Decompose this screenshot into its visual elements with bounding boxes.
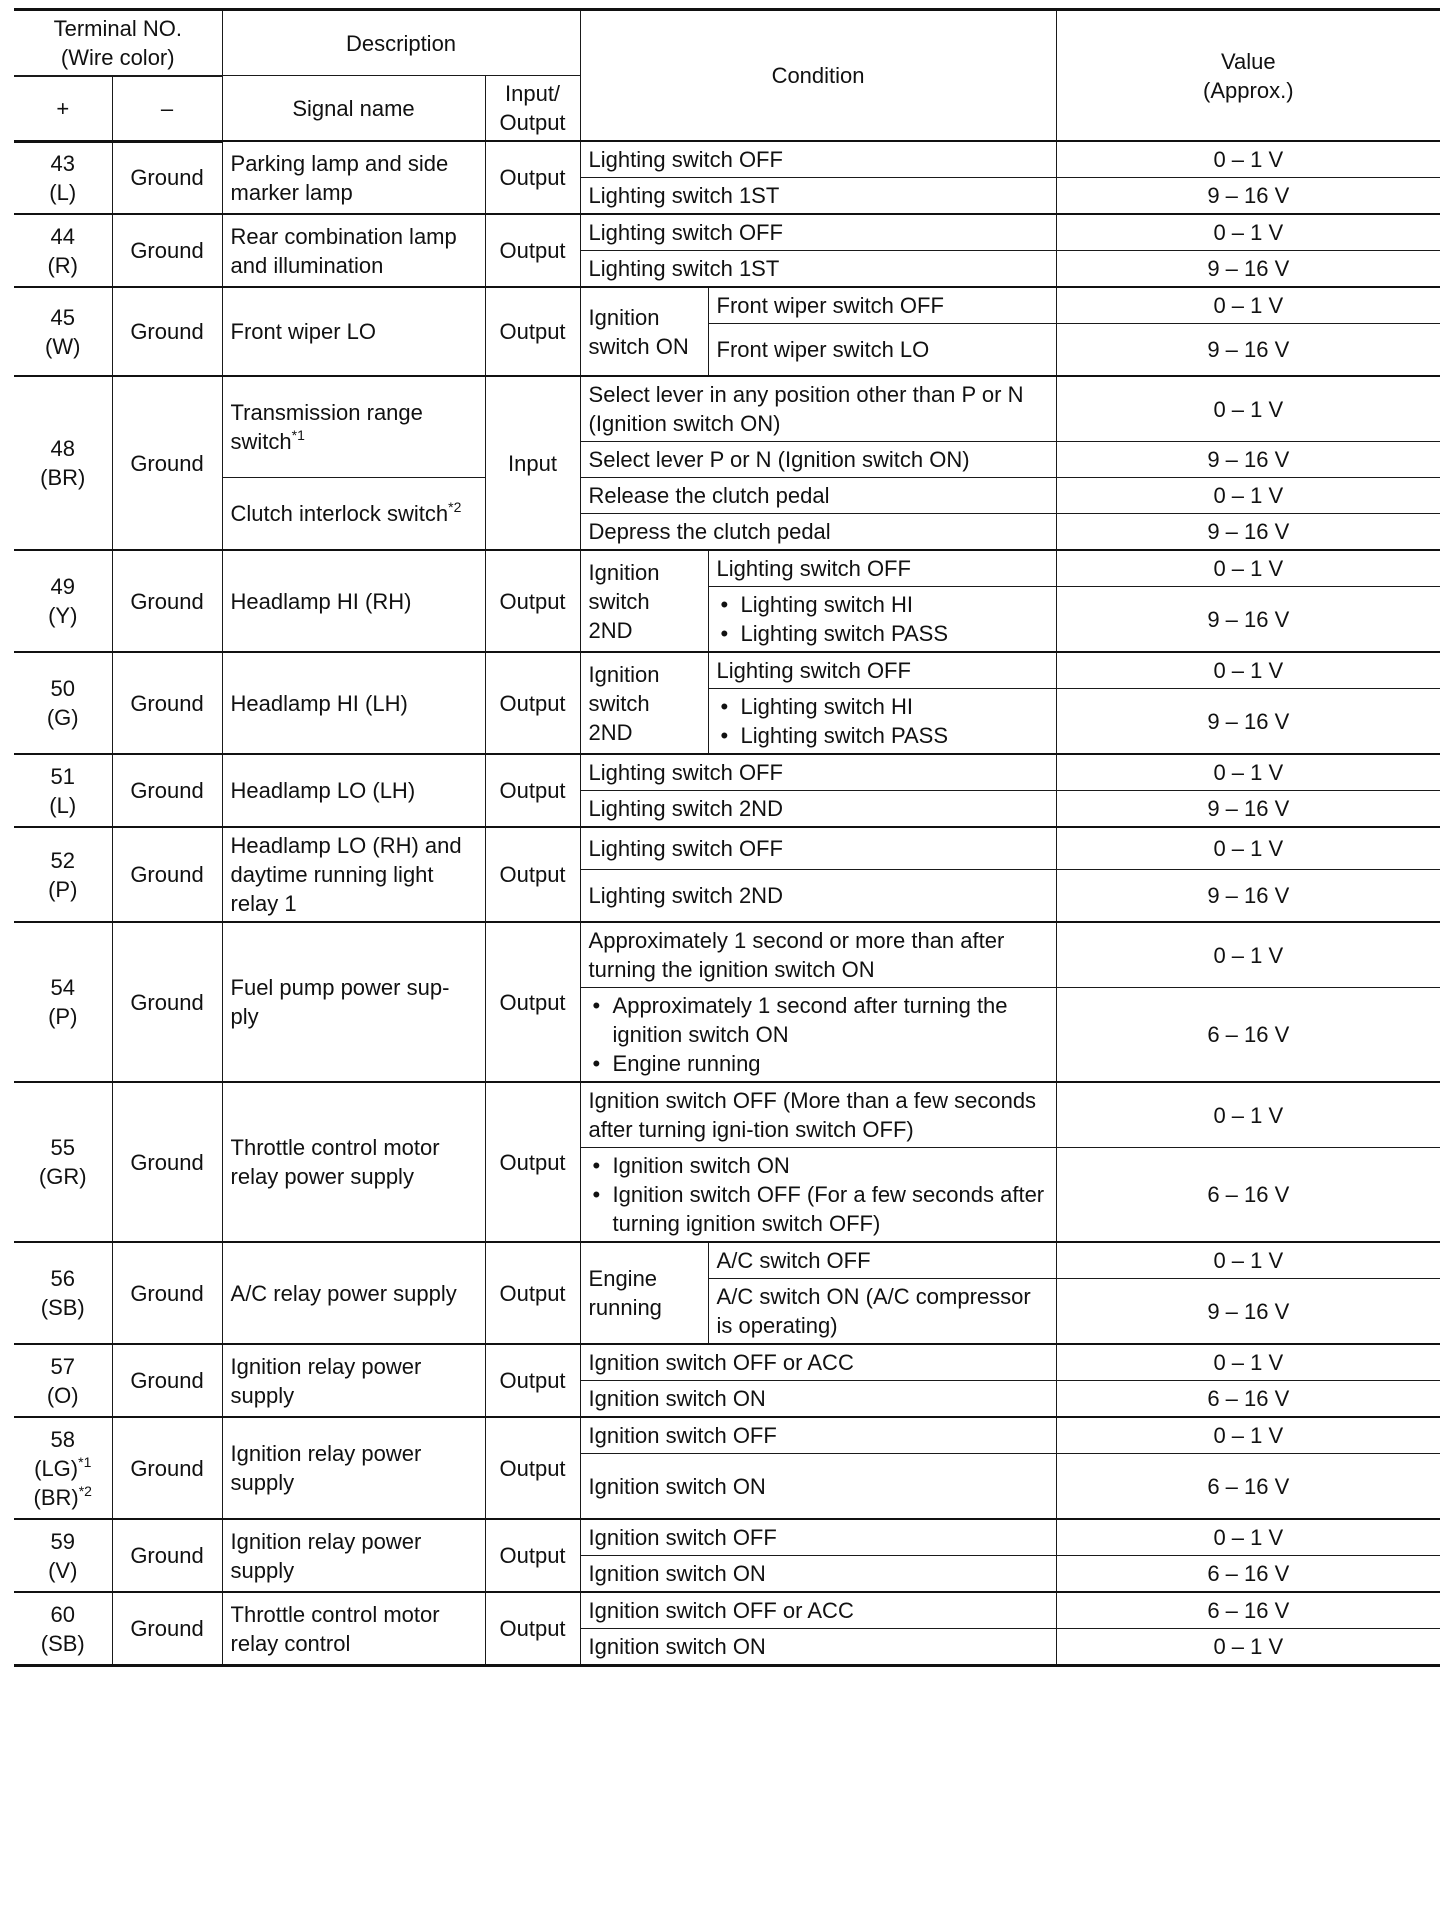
terminal-number: 43 xyxy=(50,150,75,176)
precondition: Ignition switch 2ND xyxy=(580,652,708,754)
value: 0 – 1 V xyxy=(1056,214,1440,251)
condition: Ignition switch OFF xyxy=(580,1417,1056,1454)
signal-name: Front wiper LO xyxy=(222,287,485,376)
terminal-cell xyxy=(14,1592,112,1666)
terminal-number: 51 xyxy=(50,763,75,789)
io-type: Output xyxy=(485,1344,580,1417)
precondition: Ignition switch ON xyxy=(580,287,708,376)
signal-name xyxy=(222,376,485,478)
footnote-mark: *1 xyxy=(78,1453,92,1470)
wire-color: (BR) xyxy=(33,1484,79,1510)
wire-color: (G) xyxy=(46,705,79,730)
condition: Ignition switch OFF or ACC xyxy=(580,1592,1056,1629)
signal-name: Ignition relay power supply xyxy=(222,1519,485,1592)
table-row xyxy=(14,287,1440,324)
condition: Lighting switch OFF xyxy=(580,141,1056,178)
table-row xyxy=(14,754,1440,791)
terminal-cell xyxy=(14,922,112,1082)
value: 0 – 1 V xyxy=(1056,754,1440,791)
terminal-cell xyxy=(14,827,112,922)
condition: Ignition switch ON xyxy=(580,1381,1056,1418)
plus-header: + xyxy=(14,77,112,142)
condition: Select lever in any position other than P or N (Ignition switch ON) xyxy=(580,376,1056,442)
terminal-number: 58 xyxy=(50,1426,75,1452)
condition xyxy=(580,1148,1056,1243)
table-row xyxy=(14,1082,1440,1148)
terminal-number: 44 xyxy=(50,223,75,249)
terminal-cell xyxy=(14,214,112,287)
signal-name-text: Transmission range switch xyxy=(230,400,423,454)
signal-name: Ignition relay power supply xyxy=(222,1344,485,1417)
value: 6 – 16 V xyxy=(1056,988,1440,1083)
condition: Depress the clutch pedal xyxy=(580,514,1056,551)
condition: Release the clutch pedal xyxy=(580,478,1056,514)
negative-terminal: Ground xyxy=(112,1592,222,1666)
input-output-header xyxy=(485,76,580,142)
signal-name: Fuel pump power sup-ply xyxy=(222,922,485,1082)
bullet-item: • Lighting switch HI xyxy=(717,590,1048,619)
condition: Ignition switch ON xyxy=(580,1556,1056,1593)
condition: A/C switch OFF xyxy=(708,1242,1056,1279)
terminal-table-page xyxy=(14,8,1440,1667)
condition: Lighting switch OFF xyxy=(580,754,1056,791)
terminal-cell xyxy=(14,1519,112,1592)
bullet-item: • Ignition switch OFF (For a few seconds after turning ignition switch OFF) xyxy=(589,1180,1048,1238)
header-row-1 xyxy=(14,10,1440,76)
wire-color: (Y) xyxy=(48,603,78,628)
value-header xyxy=(1056,10,1440,142)
condition-header: Condition xyxy=(580,10,1056,142)
terminal-number: 60 xyxy=(50,1601,75,1627)
io-type: Output xyxy=(485,287,580,376)
bullet-item: • Lighting switch HI xyxy=(717,692,1048,721)
terminal-number: 50 xyxy=(50,676,75,701)
bullet-item: • Approximately 1 second after turning the ignition switch ON xyxy=(589,991,1048,1049)
terminal-cell xyxy=(14,287,112,376)
value: 0 – 1 V xyxy=(1056,478,1440,514)
terminal-number: 57 xyxy=(50,1353,75,1379)
signal-name-header: Signal name xyxy=(222,76,485,142)
value: 9 – 16 V xyxy=(1056,1279,1440,1345)
table-row xyxy=(14,141,1440,178)
value: 9 – 16 V xyxy=(1056,870,1440,923)
value: 9 – 16 V xyxy=(1056,442,1440,478)
negative-terminal: Ground xyxy=(112,376,222,550)
io-type: Output xyxy=(485,141,580,214)
condition: Lighting switch 1ST xyxy=(580,251,1056,288)
table-row xyxy=(14,652,1440,689)
io-type: Output xyxy=(485,1082,580,1242)
output-label: Output xyxy=(499,110,566,135)
description-header: Description xyxy=(222,10,580,76)
terminal-cell xyxy=(14,1417,112,1519)
io-type: Output xyxy=(485,1519,580,1592)
signal-name: Parking lamp and side marker lamp xyxy=(222,141,485,214)
negative-terminal: Ground xyxy=(112,754,222,827)
terminal-cell xyxy=(14,141,112,214)
value: 6 – 16 V xyxy=(1056,1454,1440,1520)
wire-color: (P) xyxy=(48,876,78,902)
value: 0 – 1 V xyxy=(1056,1629,1440,1666)
table-row xyxy=(14,1417,1440,1454)
condition: Front wiper switch LO xyxy=(708,324,1056,377)
condition: Ignition switch ON xyxy=(580,1454,1056,1520)
value: 6 – 16 V xyxy=(1056,1556,1440,1593)
value: 6 – 16 V xyxy=(1056,1592,1440,1629)
negative-terminal: Ground xyxy=(112,141,222,214)
signal-name: Throttle control motor relay power supply xyxy=(222,1082,485,1242)
wire-color: (R) xyxy=(47,252,79,278)
negative-terminal: Ground xyxy=(112,1242,222,1344)
table-row xyxy=(14,1592,1440,1629)
precondition: Ignition switch 2ND xyxy=(580,550,708,652)
condition: Ignition switch OFF xyxy=(580,1519,1056,1556)
table-row xyxy=(14,550,1440,587)
value: 9 – 16 V xyxy=(1056,587,1440,653)
condition xyxy=(580,988,1056,1083)
value: 0 – 1 V xyxy=(1056,652,1440,689)
value: 9 – 16 V xyxy=(1056,514,1440,551)
minus-header: – xyxy=(112,77,222,142)
value: 9 – 16 V xyxy=(1056,689,1440,755)
condition: A/C switch ON (A/C compressor is operating) xyxy=(708,1279,1056,1345)
value: 9 – 16 V xyxy=(1056,178,1440,215)
io-type: Output xyxy=(485,1592,580,1666)
terminal-number: 48 xyxy=(50,436,75,461)
condition: Lighting switch 1ST xyxy=(580,178,1056,215)
value: 6 – 16 V xyxy=(1056,1148,1440,1243)
terminal-no-label: Terminal NO. xyxy=(53,16,182,41)
negative-terminal: Ground xyxy=(112,287,222,376)
value: 0 – 1 V xyxy=(1056,922,1440,988)
precondition: Engine running xyxy=(580,1242,708,1344)
terminal-cell xyxy=(14,652,112,754)
terminal-table xyxy=(14,8,1440,1667)
signal-name: Rear combination lamp and illumination xyxy=(222,214,485,287)
wire-color-label: (Wire color) xyxy=(60,45,175,70)
table-row xyxy=(14,376,1440,442)
terminal-number: 55 xyxy=(50,1135,75,1160)
table-row xyxy=(14,1242,1440,1279)
signal-name: Headlamp LO (LH) xyxy=(222,754,485,827)
footnote-mark: *2 xyxy=(448,499,462,515)
wire-color: (W) xyxy=(45,333,81,359)
io-type: Output xyxy=(485,1242,580,1344)
condition: Lighting switch OFF xyxy=(580,214,1056,251)
terminal-number: 52 xyxy=(50,847,75,873)
bullet-item: • Lighting switch PASS xyxy=(717,721,1048,750)
signal-name: Headlamp HI (RH) xyxy=(222,550,485,652)
negative-terminal: Ground xyxy=(112,827,222,922)
signal-name: Headlamp LO (RH) and daytime running light relay 1 xyxy=(222,827,485,922)
negative-terminal: Ground xyxy=(112,652,222,754)
wire-color: (V) xyxy=(48,1557,78,1583)
table-row xyxy=(14,1519,1440,1556)
condition: Lighting switch 2ND xyxy=(580,870,1056,923)
bullet-item: • Engine running xyxy=(589,1049,1048,1078)
condition: Select lever P or N (Ignition switch ON) xyxy=(580,442,1056,478)
terminal-cell xyxy=(14,1082,112,1242)
wire-color: (SB) xyxy=(40,1630,85,1656)
value: 0 – 1 V xyxy=(1056,287,1440,324)
value: 0 – 1 V xyxy=(1056,141,1440,178)
wire-color: (SB) xyxy=(40,1295,85,1320)
signal-name: Throttle control motor relay control xyxy=(222,1592,485,1666)
wire-color: (LG) xyxy=(34,1455,79,1481)
negative-terminal: Ground xyxy=(112,1519,222,1592)
input-label: Input/ xyxy=(505,81,561,106)
value: 0 – 1 V xyxy=(1056,550,1440,587)
io-type: Output xyxy=(485,1417,580,1519)
negative-terminal: Ground xyxy=(112,550,222,652)
io-type: Output xyxy=(485,652,580,754)
value: 6 – 16 V xyxy=(1056,1381,1440,1418)
footnote-mark: *1 xyxy=(291,427,305,443)
value-label: Value xyxy=(1220,48,1276,74)
condition: Lighting switch OFF xyxy=(580,827,1056,870)
io-type: Output xyxy=(485,827,580,922)
wire-color: (L) xyxy=(49,179,77,205)
terminal-number: 45 xyxy=(50,304,75,330)
table-row xyxy=(14,214,1440,251)
bullet-item: • Ignition switch ON xyxy=(589,1151,1048,1180)
io-type: Output xyxy=(485,922,580,1082)
value: 9 – 16 V xyxy=(1056,791,1440,828)
negative-terminal: Ground xyxy=(112,214,222,287)
wire-color: (P) xyxy=(48,1004,78,1029)
io-type: Output xyxy=(485,550,580,652)
condition: Lighting switch OFF xyxy=(708,550,1056,587)
value: 9 – 16 V xyxy=(1056,324,1440,377)
footnote-mark: *2 xyxy=(78,1482,92,1499)
value: 9 – 16 V xyxy=(1056,251,1440,288)
approx-label: (Approx.) xyxy=(1203,77,1294,103)
signal-name: Ignition relay power supply xyxy=(222,1417,485,1519)
io-type: Input xyxy=(485,376,580,550)
negative-terminal: Ground xyxy=(112,1344,222,1417)
io-type: Output xyxy=(485,754,580,827)
value: 0 – 1 V xyxy=(1056,1519,1440,1556)
terminal-cell xyxy=(14,1344,112,1417)
table-row xyxy=(14,922,1440,988)
condition: Front wiper switch OFF xyxy=(708,287,1056,324)
wire-color: (GR) xyxy=(38,1164,87,1189)
terminal-cell xyxy=(14,1242,112,1344)
negative-terminal: Ground xyxy=(112,1417,222,1519)
wire-color: (BR) xyxy=(40,465,86,490)
condition xyxy=(708,689,1056,755)
value: 0 – 1 V xyxy=(1056,376,1440,442)
signal-name-text: Clutch interlock switch xyxy=(230,501,449,526)
condition: Ignition switch ON xyxy=(580,1629,1056,1666)
signal-name xyxy=(222,478,485,551)
terminal-number: 59 xyxy=(50,1528,75,1554)
terminal-number: 54 xyxy=(50,975,75,1000)
condition xyxy=(708,587,1056,653)
wire-color: (O) xyxy=(46,1382,79,1408)
bullet-item: • Lighting switch PASS xyxy=(717,619,1048,648)
condition: Lighting switch OFF xyxy=(708,652,1056,689)
negative-terminal: Ground xyxy=(112,922,222,1082)
io-type: Output xyxy=(485,214,580,287)
condition: Ignition switch OFF or ACC xyxy=(580,1344,1056,1381)
value: 0 – 1 V xyxy=(1056,1417,1440,1454)
signal-name: Headlamp HI (LH) xyxy=(222,652,485,754)
signal-name: A/C relay power supply xyxy=(222,1242,485,1344)
condition: Lighting switch 2ND xyxy=(580,791,1056,828)
terminal-cell xyxy=(14,376,112,550)
condition: Ignition switch OFF (More than a few seconds after turning igni-tion switch OFF) xyxy=(580,1082,1056,1148)
negative-terminal: Ground xyxy=(112,1082,222,1242)
condition: Approximately 1 second or more than after turning the ignition switch ON xyxy=(580,922,1056,988)
value: 0 – 1 V xyxy=(1056,827,1440,870)
terminal-cell xyxy=(14,550,112,652)
terminal-no-header xyxy=(14,10,222,76)
table-row xyxy=(14,1344,1440,1381)
value: 0 – 1 V xyxy=(1056,1082,1440,1148)
wire-color: (L) xyxy=(49,792,77,818)
value: 0 – 1 V xyxy=(1056,1344,1440,1381)
table-row xyxy=(14,478,1440,514)
value: 0 – 1 V xyxy=(1056,1242,1440,1279)
table-row xyxy=(14,827,1440,870)
terminal-number: 56 xyxy=(50,1266,75,1291)
terminal-number: 49 xyxy=(50,574,75,599)
terminal-cell xyxy=(14,754,112,827)
